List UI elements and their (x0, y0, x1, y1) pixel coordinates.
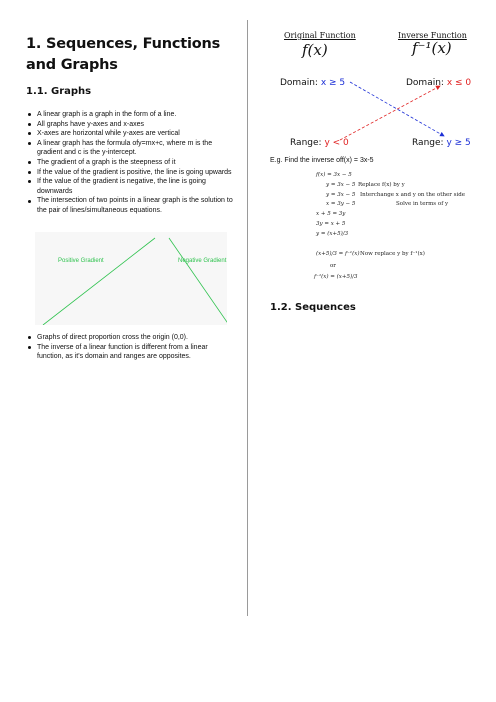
working-step: y = 3x − 5 (326, 192, 356, 198)
inverse-function-expression: f⁻¹(x) (412, 39, 452, 57)
working-note: Interchange x and y on the other side (360, 192, 465, 198)
list-item: Graphs of direct proportion cross the origin (0,0). (26, 333, 234, 343)
working-step: x + 5 = 3y (316, 211, 346, 217)
working-note: Now replace y by f⁻¹(x) (360, 251, 425, 257)
gradient-graph-image (35, 232, 227, 325)
blue-dashed-arrow (350, 82, 444, 136)
original-function-heading: Original Function (284, 31, 356, 40)
range-label: Range: (290, 138, 322, 148)
working-note: Solve in terms of y (396, 201, 449, 207)
list-item: All graphs have y-axes and x-axes (26, 120, 234, 130)
left-column (26, 34, 236, 361)
list-item: If the value of the gradient is positive, the line is going upwards (26, 168, 234, 178)
domain-label: Domain: (280, 78, 318, 88)
inverse-domain-value: x ≤ 0 (446, 78, 472, 88)
positive-gradient-label: Positive Gradient (58, 258, 104, 264)
list-item: The inverse of a linear function is different from a linear function, as it's domain and ranges are opposites. (26, 343, 234, 362)
list-item: If the value of the gradient is negative, the line is going downwards (26, 177, 234, 196)
positive-gradient-line (43, 238, 155, 325)
original-range-value: y < 0 (324, 138, 349, 148)
original-function-expression: f(x) (302, 41, 328, 59)
working-step: x = 3y − 5 (326, 201, 356, 207)
section-heading-sequences: 1.2. Sequences (270, 302, 356, 313)
list-item: A linear graph is a graph in the form of a line. (26, 110, 234, 120)
working-step: f⁻¹(x) = (x+5)/3 (314, 274, 358, 280)
inverse-bullet-list (26, 333, 234, 362)
range-label: Range: (412, 138, 444, 148)
section-heading-graphs: 1.1. Graphs (26, 86, 92, 97)
example-caption: E.g. Find the inverse off(x) = 3x-5 (270, 157, 374, 164)
domain-label: Domain: (406, 78, 444, 88)
worked-solution (312, 172, 465, 288)
working-step: y = (x+5)/3 (316, 231, 349, 237)
working-step: (x+5)/3 = f⁻¹(x) (316, 251, 360, 257)
column-divider (247, 20, 248, 616)
inverse-function-heading: Inverse Function (398, 31, 467, 40)
original-domain-value: x ≥ 5 (320, 78, 346, 88)
inverse-range (412, 138, 471, 148)
right-column (262, 0, 472, 702)
red-dashed-arrow (340, 86, 440, 140)
negative-gradient-line (169, 238, 227, 325)
original-domain (280, 78, 345, 88)
working-step: f(x) = 3x − 5 (316, 172, 352, 178)
working-step: 3y = x + 5 (316, 221, 346, 227)
list-item: A linear graph has the formula ofy=mx+c, where m is the gradient and c is the y-intercept. (26, 139, 234, 158)
inverse-range-value: y ≥ 5 (446, 138, 471, 148)
list-item: The gradient of a graph is the steepness of it (26, 158, 234, 168)
list-item: X-axes are horizontal while y-axes are vertical (26, 129, 234, 139)
graphs-bullet-list (26, 110, 234, 216)
page-title: 1. Sequences, Functions and Graphs (26, 36, 221, 73)
working-step: or (330, 263, 336, 269)
list-item: The intersection of two points in a linear graph is the solution to the pair of lines/simultaneous equations. (26, 196, 234, 215)
inverse-domain (406, 78, 471, 88)
original-range (290, 138, 349, 148)
gradient-graph-lines (35, 232, 227, 325)
working-step: y = 3x − 5 (326, 182, 356, 188)
negative-gradient-label: Negative Gradient (178, 258, 227, 264)
working-note: Replace f(x) by y (358, 182, 405, 188)
